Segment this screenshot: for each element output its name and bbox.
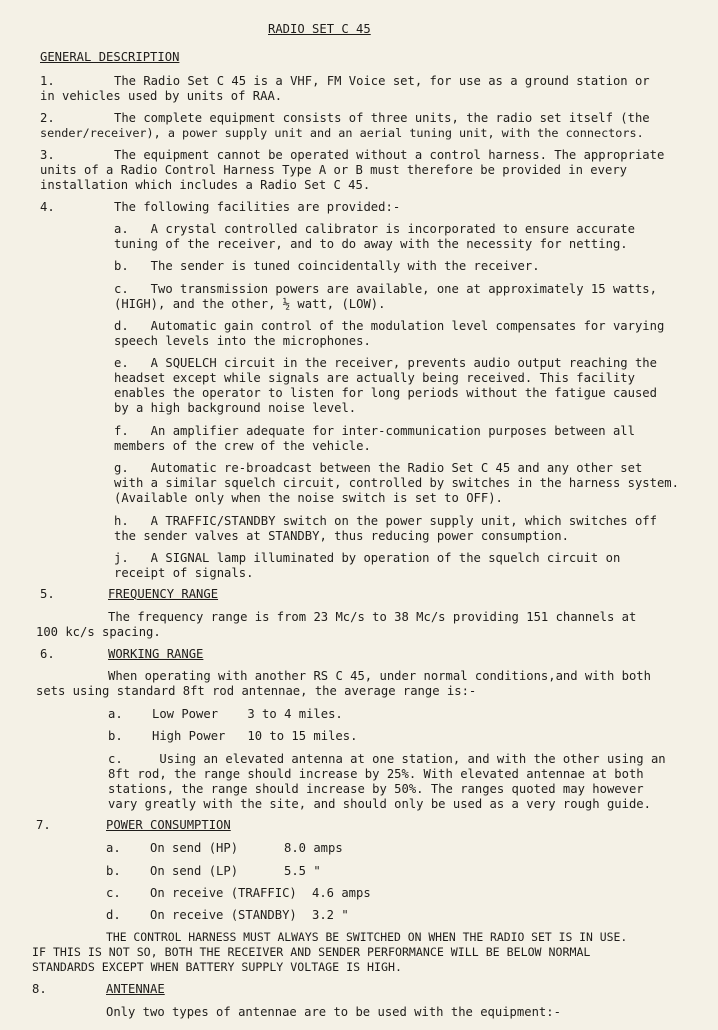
facility-g-line: (Available only when the noise switch is set to OFF). xyxy=(114,491,503,505)
facility-e-line: by a high background noise level. xyxy=(114,401,357,415)
facility-f-line: f. An amplifier adequate for inter-communication purposes between all xyxy=(114,424,635,438)
facility-e-line: e. A SQUELCH circuit in the receiver, prevents audio output reaching the xyxy=(114,356,657,370)
para-6-number: 6. xyxy=(40,647,55,661)
section-heading-general: GENERAL DESCRIPTION xyxy=(40,50,180,64)
para-1-number: 1. xyxy=(40,74,55,88)
section-heading-power: POWER CONSUMPTION xyxy=(106,818,231,832)
power-row-desc: On receive (STANDBY) xyxy=(150,908,297,922)
section-heading-frequency: FREQUENCY RANGE xyxy=(108,587,219,601)
range-a-label: a. xyxy=(108,707,123,721)
facility-d-line: d. Automatic gain control of the modulation level compensates for varying xyxy=(114,319,665,333)
power-row-desc: On send (LP) xyxy=(150,864,239,878)
facility-d-line: speech levels into the microphones. xyxy=(114,334,371,348)
para-3-line: The equipment cannot be operated without a control harness. The appropriate xyxy=(114,148,665,162)
facility-c-line: c. Two transmission powers are available, one at approximately 15 watts, xyxy=(114,282,657,296)
power-row-value: 5.5 " xyxy=(284,864,321,878)
para-2-line: The complete equipment consists of three units, the radio set itself (the xyxy=(114,111,650,125)
facility-b-line: b. The sender is tuned coincidentally with the receiver. xyxy=(114,259,540,273)
para-8-line: Only two types of antennae are to be used with the equipment:- xyxy=(106,1005,561,1019)
para-8-number: 8. xyxy=(32,982,47,996)
power-row-label: c. xyxy=(106,886,121,900)
range-c-line: c. Using an elevated antenna at one station, and with the other using an xyxy=(108,752,666,766)
power-row-desc: On send (HP) xyxy=(150,841,239,855)
para-4-number: 4. xyxy=(40,200,55,214)
facility-h-line: h. A TRAFFIC/STANDBY switch on the power supply unit, which switches off xyxy=(114,514,657,528)
power-row-label: a. xyxy=(106,841,121,855)
power-row-value: 8.0 amps xyxy=(284,841,343,855)
para-1-line: The Radio Set C 45 is a VHF, FM Voice set, for use as a ground station or xyxy=(114,74,650,88)
harness-warning-line: IF THIS IS NOT SO, BOTH THE RECEIVER AND SENDER PERFORMANCE WILL BE BELOW NORMAL xyxy=(32,945,591,959)
range-b-label: b. xyxy=(108,729,123,743)
para-3-line: units of a Radio Control Harness Type A or B must therefore be provided in every xyxy=(40,163,627,177)
facility-e-line: enables the operator to listen for long periods without the fatigue caused xyxy=(114,386,657,400)
para-5-line: The frequency range is from 23 Mc/s to 38 Mc/s providing 151 channels at xyxy=(108,610,637,624)
power-row-label: b. xyxy=(106,864,121,878)
para-5-line: 100 kc/s spacing. xyxy=(36,625,161,639)
facility-h-line: the sender valves at STANDBY, thus reducing power consumption. xyxy=(114,529,569,543)
facility-g-line: with a similar squelch circuit, controlled by switches in the harness system. xyxy=(114,476,679,490)
power-row-value: 4.6 amps xyxy=(312,886,371,900)
para-3-line: installation which includes a Radio Set C 45. xyxy=(40,178,371,192)
para-2-line: sender/receiver), a power supply unit and an aerial tuning unit, with the connectors. xyxy=(40,126,644,140)
range-c-line: 8ft rod, the range should increase by 25%. With elevated antennae at both xyxy=(108,767,644,781)
para-6-line: When operating with another RS C 45, under normal conditions,and with both xyxy=(108,669,651,683)
facility-c-line: (HIGH), and the other, ½ watt, (LOW). xyxy=(114,297,386,311)
para-2-number: 2. xyxy=(40,111,55,125)
range-c-line: stations, the range should increase by 50%. The ranges quoted may however xyxy=(108,782,644,796)
para-4-intro: The following facilities are provided:- xyxy=(114,200,401,214)
power-row-label: d. xyxy=(106,908,121,922)
section-heading-working-range: WORKING RANGE xyxy=(108,647,204,661)
range-c-line: vary greatly with the site, and should only be used as a very rough guide. xyxy=(108,797,651,811)
harness-warning-line: STANDARDS EXCEPT WHEN BATTERY SUPPLY VOLTAGE IS HIGH. xyxy=(32,960,402,974)
para-1-line: in vehicles used by units of RAA. xyxy=(40,89,283,103)
facility-f-line: members of the crew of the vehicle. xyxy=(114,439,371,453)
facility-a-line: tuning of the receiver, and to do away with the necessity for netting. xyxy=(114,237,628,251)
para-5-number: 5. xyxy=(40,587,55,601)
facility-g-line: g. Automatic re-broadcast between the Radio Set C 45 and any other set xyxy=(114,461,643,475)
range-b-text: High Power 10 to 15 miles. xyxy=(152,729,358,743)
facility-e-line: headset except while signals are actually being received. This facility xyxy=(114,371,635,385)
range-a-text: Low Power 3 to 4 miles. xyxy=(152,707,343,721)
facility-j-line: receipt of signals. xyxy=(114,566,254,580)
para-3-number: 3. xyxy=(40,148,55,162)
power-row-value: 3.2 " xyxy=(312,908,349,922)
para-6-line: sets using standard 8ft rod antennae, the average range is:- xyxy=(36,684,477,698)
document-title: RADIO SET C 45 xyxy=(268,22,371,36)
facility-a-line: a. A crystal controlled calibrator is incorporated to ensure accurate xyxy=(114,222,635,236)
para-7-number: 7. xyxy=(36,818,51,832)
harness-warning-line: THE CONTROL HARNESS MUST ALWAYS BE SWITCHED ON WHEN THE RADIO SET IS IN USE. xyxy=(106,930,628,944)
facility-j-line: j. A SIGNAL lamp illuminated by operation of the squelch circuit on xyxy=(114,551,621,565)
section-heading-antennae: ANTENNAE xyxy=(106,982,165,996)
power-row-desc: On receive (TRAFFIC) xyxy=(150,886,297,900)
